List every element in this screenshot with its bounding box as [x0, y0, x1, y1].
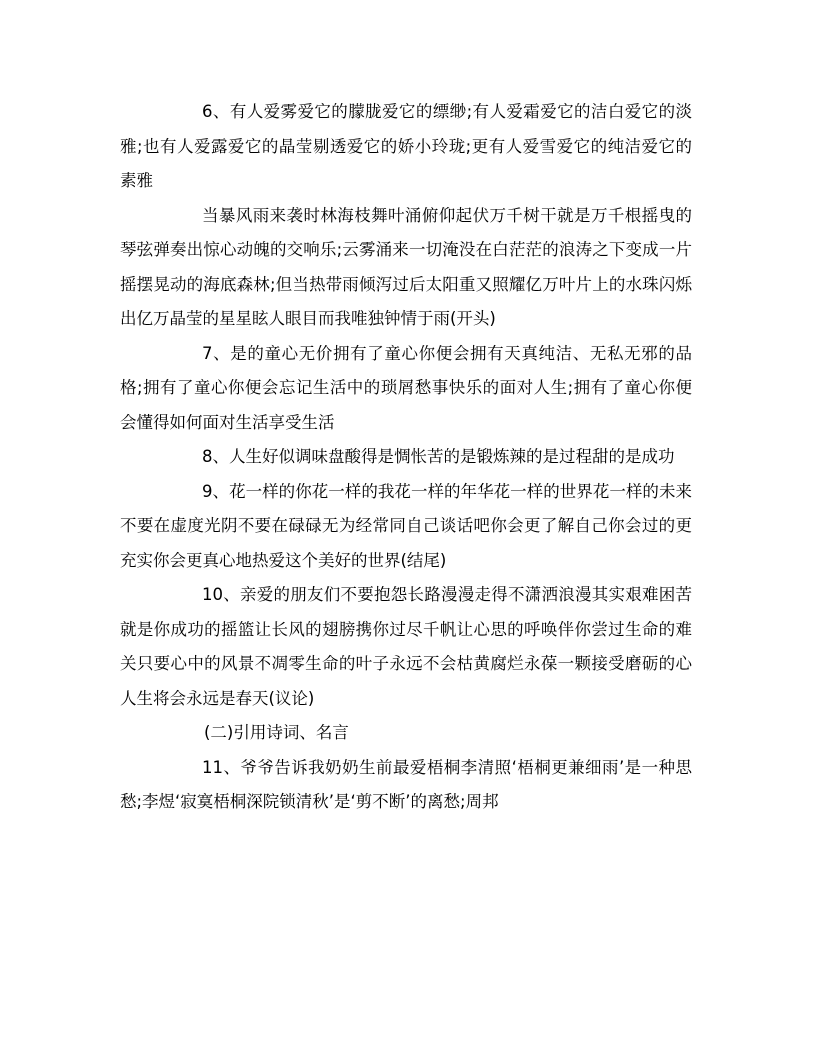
paragraph-10: 10、亲爱的朋友们不要抱怨长路漫漫走得不潇洒浪漫其实艰难困苦就是你成功的摇篮让长风的翅膀携你过尽千帆让心思的呼唤伴你尝过生命的难关只要心中的风景不凋零生命的叶子永远不会枯黄腐烂永葆一颗接受磨砺的心人生将会永远是春天(议论): [120, 585, 692, 708]
paragraph-11: 11、爷爷告诉我奶奶生前最爱梧桐李清照‘梧桐更兼细雨’是一种思愁;李煜‘寂寞梧桐深院锁清秋’是‘剪不断’的离愁;周邦: [120, 757, 692, 811]
paragraph-6: 6、有人爱雾爱它的朦胧爱它的缥缈;有人爱霜爱它的洁白爱它的淡雅;也有人爱露爱它的晶莹剔透爱它的娇小玲珑;更有人爱雪爱它的纯洁爱它的素雅: [120, 102, 692, 190]
paragraph-opening-rain: 当暴风雨来袭时林海枝舞叶涌俯仰起伏万千树干就是万千根摇曳的琴弦弹奏出惊心动魄的交响乐;云雾涌来一切淹没在白茫茫的浪涛之下变成一片摇摆晃动的海底森林;但当热带雨倾泻过后太阳重又照耀亿万叶片上的水珠闪烁出亿万晶莹的星星眩人眼目而我唯独钟情于雨(开头): [120, 205, 692, 328]
paragraph-8: 8、人生好似调味盘酸得是惆怅苦的是锻炼辣的是过程甜的是成功: [202, 447, 675, 466]
section-heading: (二)引用诗词、名言: [204, 723, 349, 742]
paragraph-9: 9、花一样的你花一样的我花一样的年华花一样的世界花一样的未来不要在虚度光阴不要在碌碌无为经常同自己谈话吧你会更了解自己你会过的更充实你会更真心地热爱这个美好的世界(结尾): [120, 481, 692, 570]
paragraph-7: 7、是的童心无价拥有了童心你便会拥有天真纯洁、无私无邪的品格;拥有了童心你便会忘记生活中的琐屑愁事快乐的面对人生;拥有了童心你便会懂得如何面对生活享受生活: [120, 343, 692, 432]
document-body: [120, 95, 692, 820]
